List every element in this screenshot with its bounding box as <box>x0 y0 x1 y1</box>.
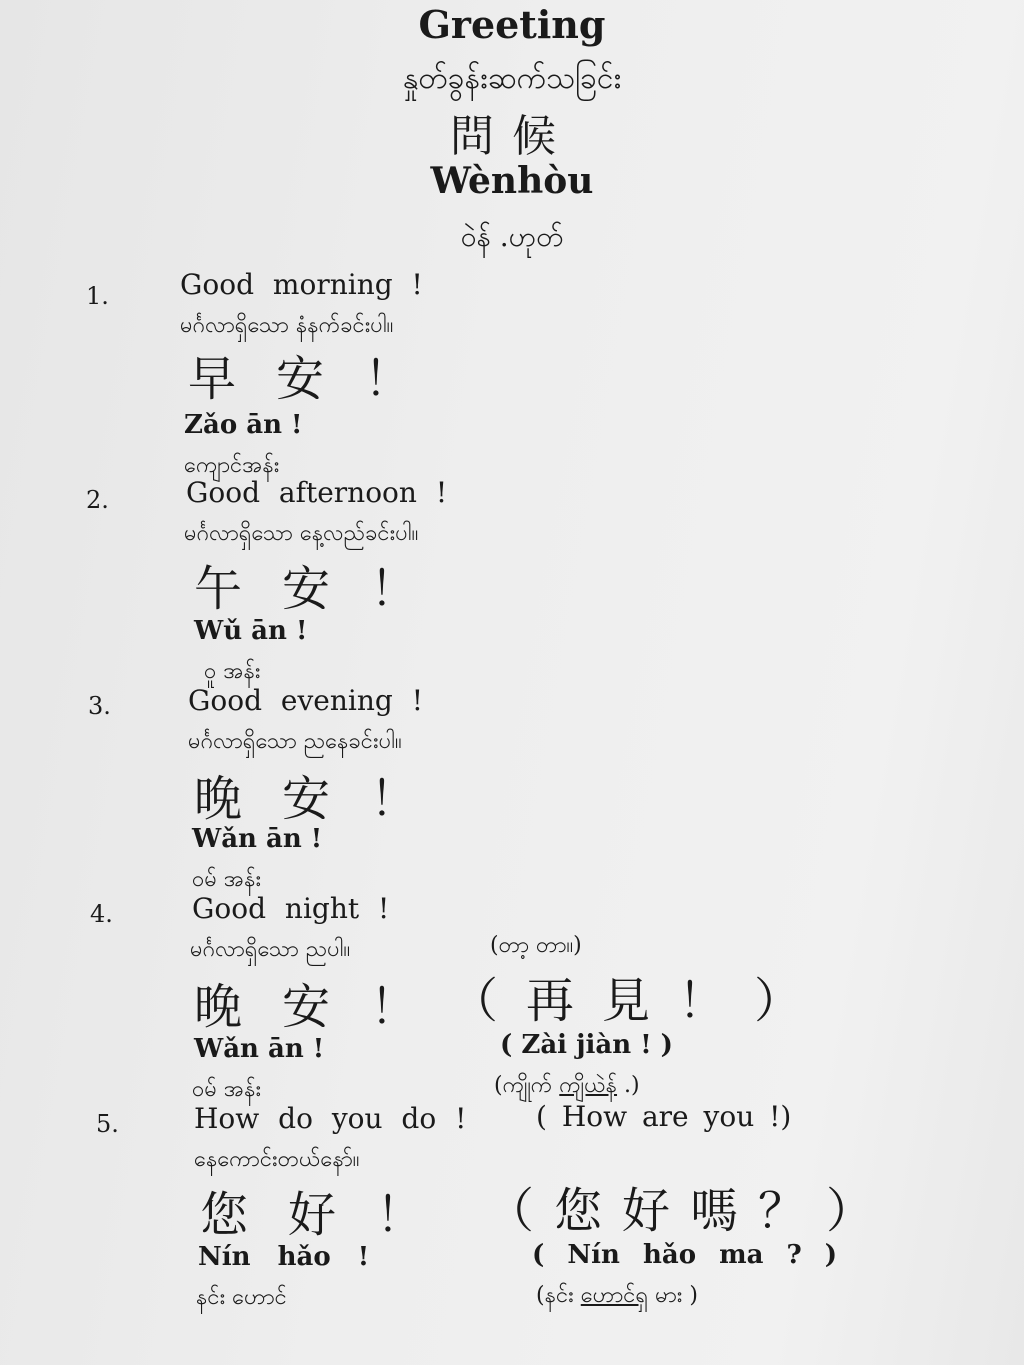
entry-number: 1. <box>86 282 109 310</box>
english-phrase: Good afternoon ! <box>186 476 448 509</box>
burmese-pronunciation: ကျောင်အန်း <box>184 453 280 478</box>
burmese-pronunciation: ဝူ အန်း <box>204 659 261 684</box>
pinyin-alt: ( Nín hǎo ma ? ) <box>532 1240 838 1270</box>
burmese-pronunciation: ဝမ် အန်း <box>192 867 262 892</box>
pinyin-alt: ( Zài jiàn ! ) <box>500 1030 673 1060</box>
burmese-translation: နေကောင်းတယ်နော်။ <box>194 1147 360 1172</box>
burmese-pronunciation-alt <box>536 1280 698 1313</box>
chinese-phrase: 早安！ <box>188 351 453 407</box>
pinyin: Wǎn ān ! <box>192 824 323 854</box>
burmese-translation: မင်္ဂလာရှိသော နေ့လည်ခင်းပါ။ <box>184 521 419 546</box>
page-title-pronunciation: ဝဲန် .ဟုတ် <box>460 220 564 253</box>
bleed-through-text <box>584 0 1024 1365</box>
pron-alt-open: (ကျိုက် <box>494 1073 553 1098</box>
chinese-phrase-alt: （再見！） <box>450 973 831 1029</box>
pron-alt-close: မား ) <box>655 1283 698 1308</box>
page-title-pinyin: Wènhòu <box>430 160 594 202</box>
burmese-translation: မင်္ဂလာရှိသော ညပါ။ <box>190 937 351 962</box>
entry-number: 5. <box>96 1110 119 1138</box>
english-phrase: How do you do ! <box>194 1102 467 1135</box>
burmese-pronunciation-alt <box>494 1070 640 1103</box>
page-title-chinese: 問候 <box>450 111 574 162</box>
pinyin: Wǎn ān ! <box>194 1034 325 1064</box>
english-phrase-alt: ( How are you !) <box>536 1100 792 1133</box>
chinese-phrase: 您好！ <box>200 1187 465 1243</box>
pron-alt-underlined: ကျိယဲန် <box>559 1073 618 1098</box>
entry-number: 2. <box>86 486 109 514</box>
pinyin: Nín hǎo ! <box>198 1242 370 1272</box>
page-title-burmese: နှုတ်ခွန်းဆက်သခြင်း <box>402 61 622 96</box>
english-phrase: Good night ! <box>192 892 390 925</box>
burmese-pronunciation: နင်း ဟောင် <box>196 1285 287 1310</box>
chinese-phrase: 晚安！ <box>194 771 459 827</box>
entry-number: 3. <box>88 692 111 720</box>
chinese-phrase: 晚安！ <box>194 979 459 1035</box>
burmese-translation: မင်္ဂလာရှိသော နံနက်ခင်းပါ။ <box>180 313 394 338</box>
pron-alt-close: .) <box>624 1073 640 1098</box>
pinyin: Zǎo ān ! <box>184 410 303 440</box>
english-phrase: Good evening ! <box>188 684 423 717</box>
burmese-pronunciation: ဝမ် အန်း <box>192 1077 262 1102</box>
chinese-phrase-alt: （您好嗎？） <box>486 1183 895 1239</box>
pron-alt-underlined: ဟောင်ရှ <box>580 1283 649 1308</box>
english-phrase: Good morning ! <box>180 268 423 301</box>
chinese-phrase: 午安！ <box>194 561 459 617</box>
pron-alt-open: (နင်း <box>536 1283 574 1308</box>
burmese-translation: မင်္ဂလာရှိသော ညနေခင်းပါ။ <box>188 729 402 754</box>
page-title: Greeting <box>418 2 606 47</box>
pinyin: Wǔ ān ! <box>194 616 308 646</box>
entry-number: 4. <box>90 900 113 928</box>
burmese-translation-alt: (တာ့ တာ။) <box>490 933 582 958</box>
